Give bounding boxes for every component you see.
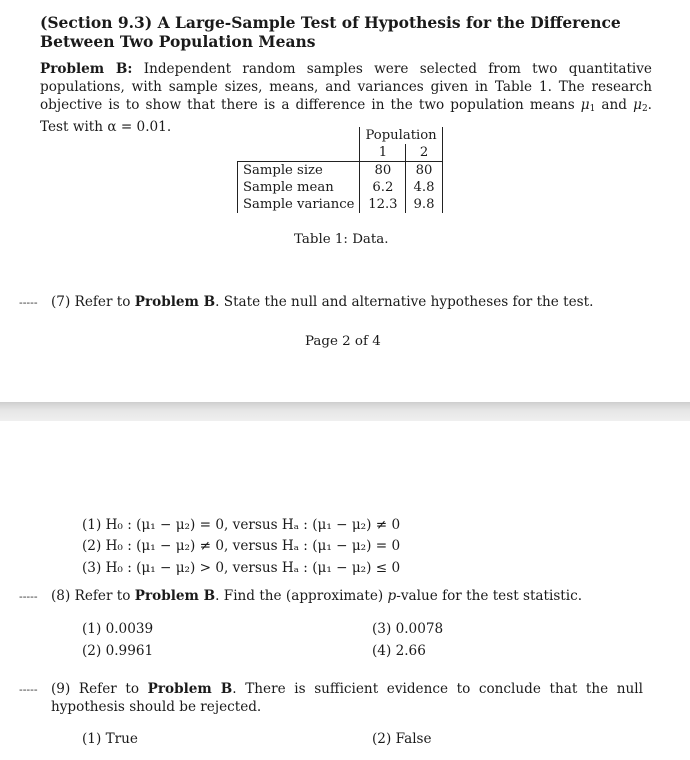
mu2-symbol: μ <box>633 97 642 113</box>
question-9 <box>51 680 643 716</box>
problem-label: Problem B: <box>40 61 133 77</box>
q8-problem-ref: Problem B <box>134 588 216 604</box>
problem-text: Independent random samples were selected from two quantitative populations, with sample sizes, means, and variances given in Table 1. The research objective is to show that there is a difference in the two population means <box>40 61 652 113</box>
q9-text-pre: Refer to <box>78 681 148 697</box>
table-caption: Table 1: Data. <box>294 232 389 247</box>
q9-answer-blank[interactable]: ----- <box>19 683 38 696</box>
q8-text-mid: . Find the (approximate) <box>215 588 388 604</box>
alpha-value: α = 0.01. <box>107 119 172 135</box>
problem-and: and <box>595 97 634 113</box>
table-cell: 80 <box>360 162 406 180</box>
q7-answer-blank[interactable]: ----- <box>19 296 38 309</box>
q8-option-3[interactable]: (3) 0.0078 <box>372 621 444 637</box>
q9-number: (9) <box>51 681 71 697</box>
problem-test-with: . Test with <box>40 97 652 135</box>
q8-option-2[interactable]: (2) 0.9961 <box>82 643 154 659</box>
mu1-symbol: μ <box>580 97 590 113</box>
table-cell: 9.8 <box>406 196 442 213</box>
q9-option-false[interactable]: (2) False <box>372 731 432 747</box>
q7-option-2[interactable]: (2) H₀ : (μ₁ − μ₂) ≠ 0, versus Hₐ : (μ₁ − μ₂) = 0 <box>82 538 401 554</box>
table-cell: 4.8 <box>406 179 442 196</box>
q8-p-symbol: p <box>387 588 397 604</box>
table-cell: 6.2 <box>360 179 406 196</box>
row-label: Sample mean <box>238 179 360 196</box>
q8-text-post: -value for the test statistic. <box>396 588 583 604</box>
row-label: Sample variance <box>238 196 360 213</box>
table-cell: 80 <box>406 162 442 180</box>
q8-answer-blank[interactable]: ----- <box>19 590 38 603</box>
q7-option-3[interactable]: (3) H₀ : (μ₁ − μ₂) > 0, versus Hₐ : (μ₁ − μ₂) ≤ 0 <box>82 560 401 576</box>
q7-number: (7) <box>51 294 71 310</box>
page-separator <box>0 402 690 421</box>
q7-text-pre: Refer to <box>74 294 135 310</box>
col-header-2: 2 <box>406 144 442 162</box>
mu2-subscript: 2 <box>641 104 648 114</box>
q8-option-1[interactable]: (1) 0.0039 <box>82 621 154 637</box>
q9-problem-ref: Problem B <box>147 681 233 697</box>
data-table <box>237 127 443 213</box>
q7-problem-ref: Problem B <box>134 294 216 310</box>
q7-text-post: . State the null and alternative hypotheses for the test. <box>215 294 594 310</box>
row-label: Sample size <box>238 162 360 180</box>
table-cell: 12.3 <box>360 196 406 213</box>
q9-text-post: . There is sufficient evidence to conclude that the null hypothesis should be rejected. <box>51 681 643 715</box>
question-8 <box>51 587 651 605</box>
page-number: Page 2 of 4 <box>305 334 381 349</box>
q8-option-4[interactable]: (4) 2.66 <box>372 643 426 659</box>
q7-option-1[interactable]: (1) H₀ : (μ₁ − μ₂) = 0, versus Hₐ : (μ₁ − μ₂) ≠ 0 <box>82 517 401 533</box>
problem-statement <box>40 60 652 136</box>
question-7 <box>51 293 651 311</box>
q9-option-true[interactable]: (1) True <box>82 731 138 747</box>
mu1-subscript: 1 <box>589 104 596 114</box>
q8-text-pre: Refer to <box>74 588 135 604</box>
q8-number: (8) <box>51 588 71 604</box>
population-header: Population <box>360 127 442 144</box>
col-header-1: 1 <box>360 144 406 162</box>
section-title: (Section 9.3) A Large-Sample Test of Hypothesis for the Difference Between Two Population Means <box>40 13 621 51</box>
